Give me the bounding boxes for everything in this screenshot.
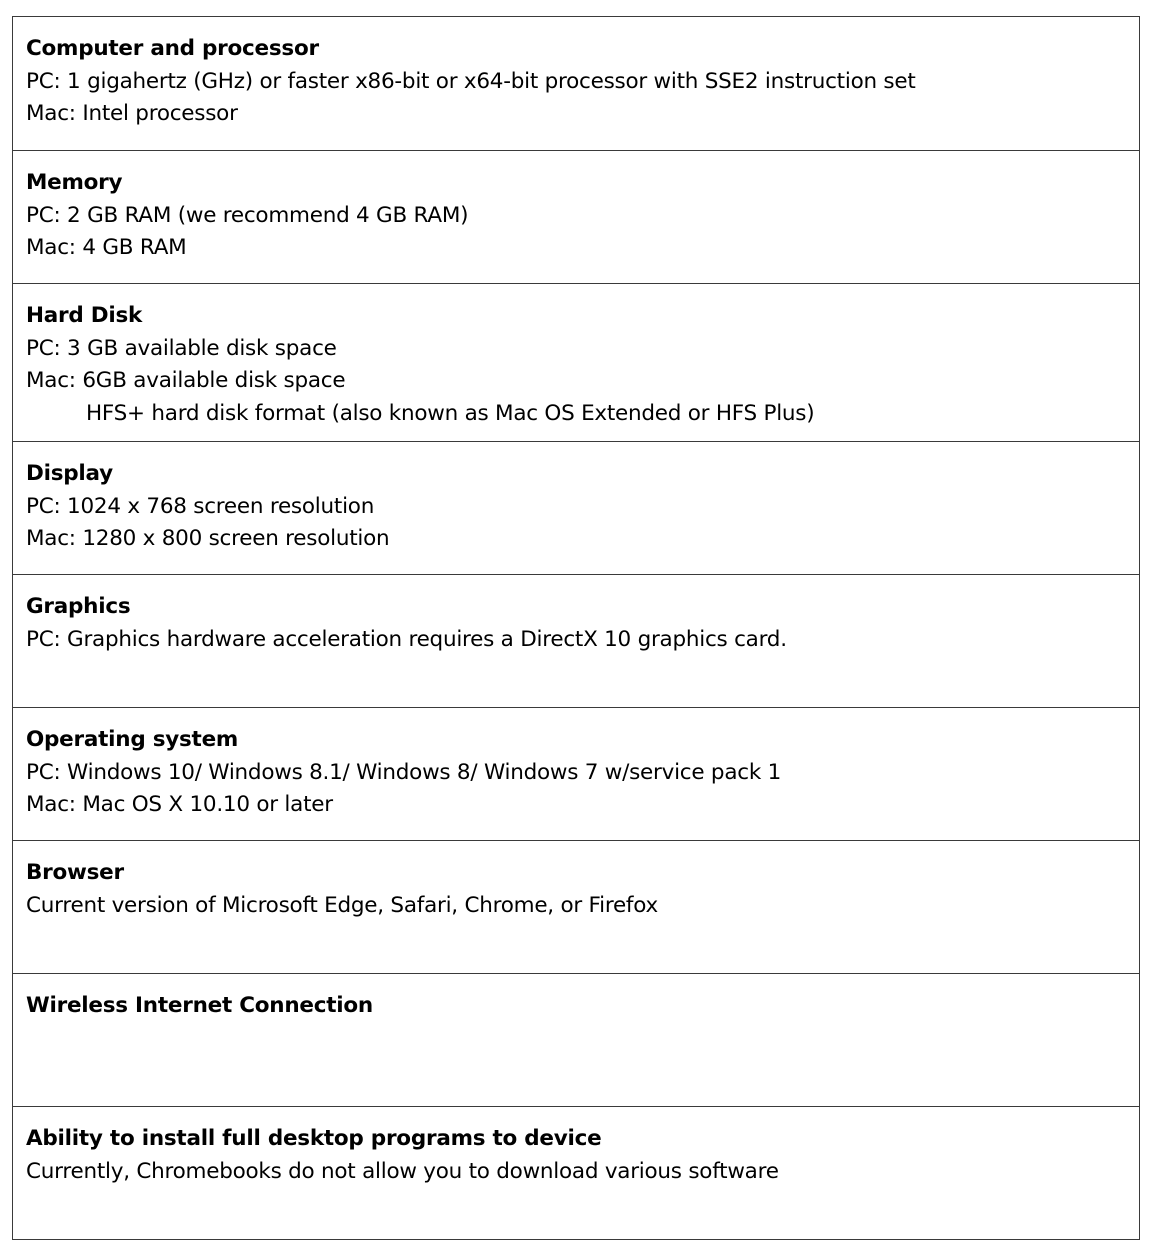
- row-line: Mac: 1280 x 800 screen resolution: [26, 526, 390, 552]
- row-line: PC: 2 GB RAM (we recommend 4 GB RAM): [26, 202, 469, 228]
- row-memory: [13, 151, 1139, 284]
- row-operating-system: [13, 708, 1139, 841]
- row-line: Current version of Microsoft Edge, Safari, Chrome, or Firefox: [26, 892, 658, 918]
- row-line: PC: 1 gigahertz (GHz) or faster x86-bit or x64-bit processor with SSE2 instruction set: [26, 68, 916, 94]
- row-title: Display: [26, 461, 113, 486]
- row-title: Memory: [26, 170, 123, 195]
- row-title: Operating system: [26, 727, 239, 752]
- row-line: Mac: Mac OS X 10.10 or later: [26, 792, 333, 818]
- row-line: PC: Graphics hardware acceleration requires a DirectX 10 graphics card.: [26, 626, 787, 652]
- row-line: PC: 3 GB available disk space: [26, 335, 337, 361]
- row-title: Hard Disk: [26, 303, 143, 328]
- row-line: PC: Windows 10/ Windows 8.1/ Windows 8/ Windows 7 w/service pack 1: [26, 759, 782, 785]
- row-hard-disk: [13, 284, 1139, 442]
- row-title: Wireless Internet Connection: [26, 993, 373, 1018]
- row-title: Browser: [26, 860, 124, 885]
- row-title: Ability to install full desktop programs to device: [26, 1126, 602, 1151]
- row-line: Currently, Chromebooks do not allow you to download various software: [26, 1158, 779, 1184]
- row-line-indented: HFS+ hard disk format (also known as Mac OS Extended or HFS Plus): [86, 401, 815, 427]
- system-requirements-table: [12, 16, 1140, 1240]
- row-line: Mac: 6GB available disk space: [26, 368, 346, 394]
- row-browser: [13, 841, 1139, 974]
- row-title: Computer and processor: [26, 36, 319, 61]
- row-computer-processor: [13, 17, 1139, 151]
- row-graphics: [13, 575, 1139, 708]
- row-line: PC: 1024 x 768 screen resolution: [26, 493, 375, 519]
- row-line: Mac: 4 GB RAM: [26, 235, 187, 261]
- row-line: Mac: Intel processor: [26, 101, 238, 127]
- row-desktop-programs: [13, 1107, 1139, 1239]
- row-wireless: [13, 974, 1139, 1107]
- row-title: Graphics: [26, 594, 131, 619]
- row-display: [13, 442, 1139, 575]
